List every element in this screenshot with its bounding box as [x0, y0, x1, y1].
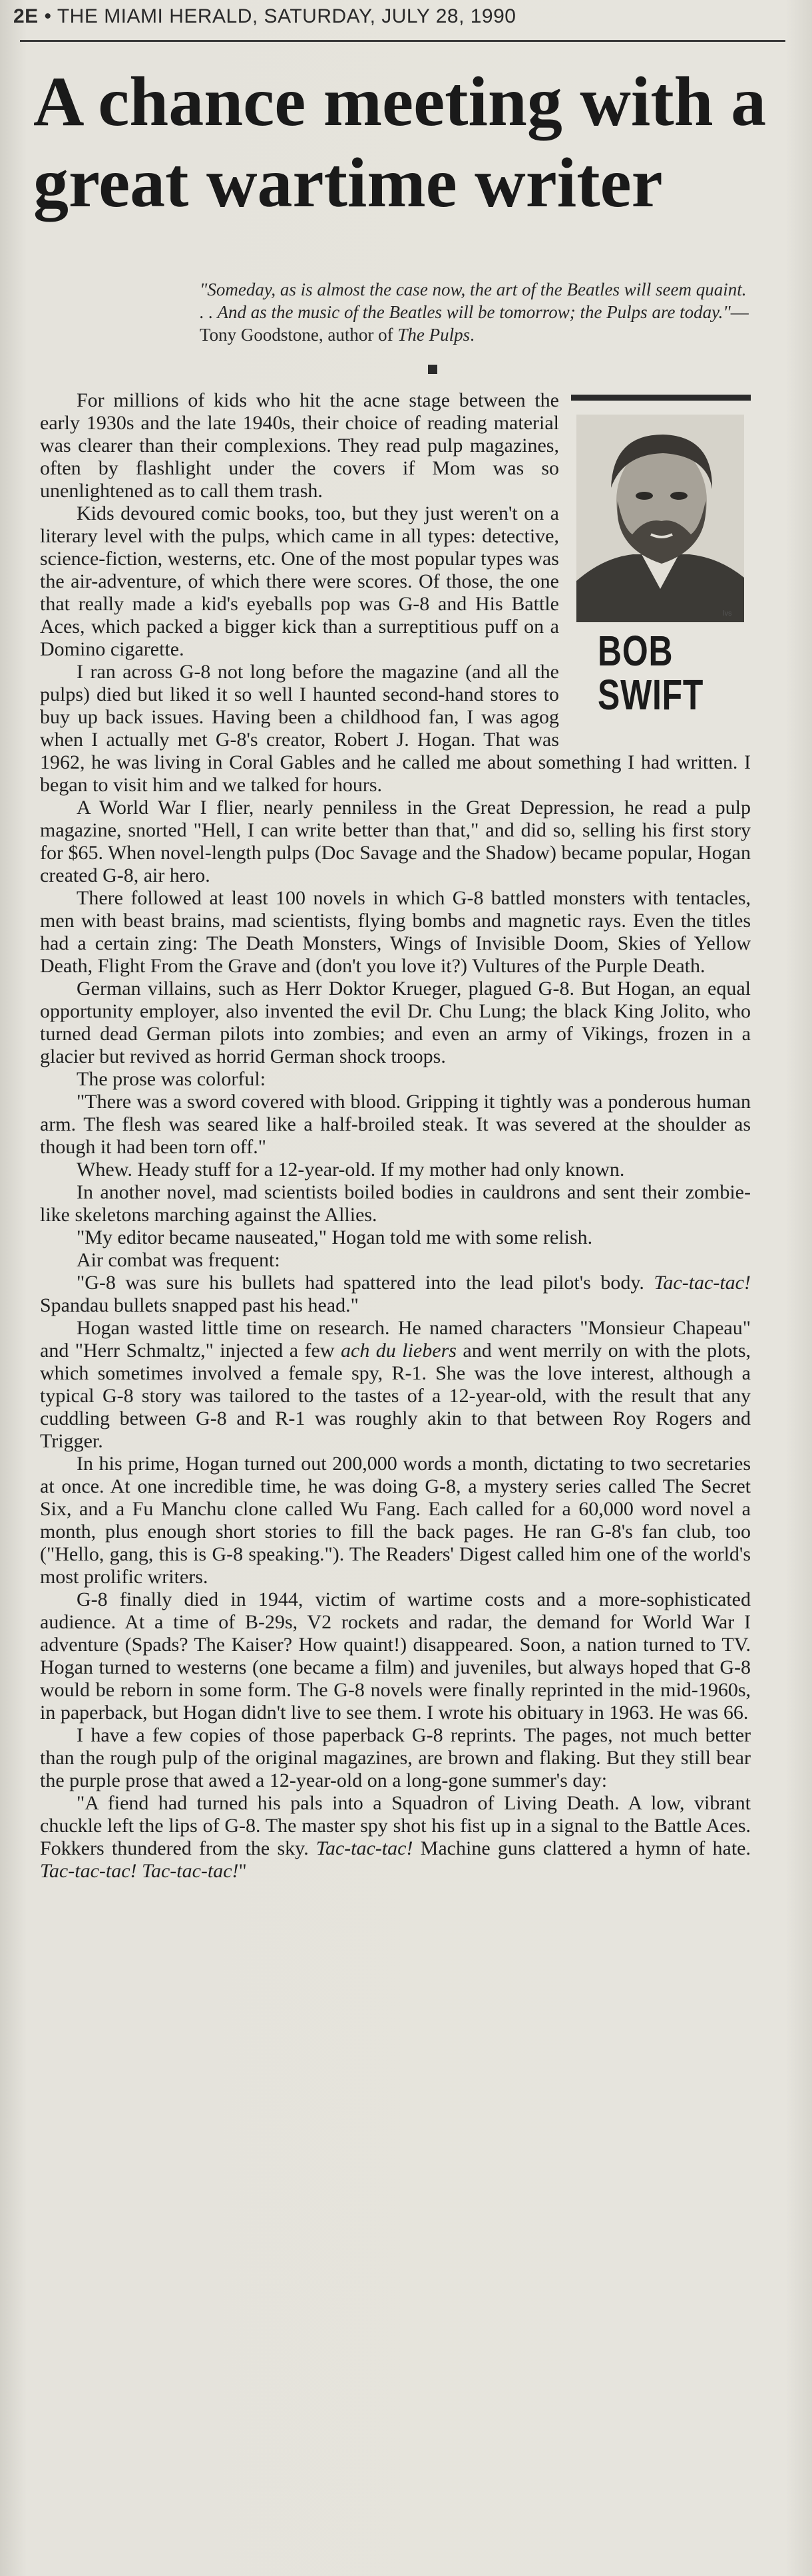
- top-rule: [20, 40, 785, 42]
- book-title: The Pulps: [397, 325, 471, 345]
- page-dateline: [13, 5, 516, 28]
- paragraph: The prose was colorful:: [77, 1068, 266, 1090]
- section-bullet: [428, 365, 437, 374]
- photo-rule: [571, 395, 751, 401]
- block-quote: "There was a sword covered with blood. Gripping it tightly was a ponderous human arm. The flesh was seared like a half-broiled steak. It was severed at the shoulder as though it had been torn off.": [40, 1091, 751, 1158]
- paragraph: A World War I flier, nearly penniless in the Great Depression, he read a pulp magazine, snorted "Hell, I can write better than that," and did so, selling his first story for $65. When novel-length pulps (Doc Savage and the Shadow) became popular, Hogan created G-8, air hero.: [40, 797, 751, 886]
- paragraph: G-8 finally died in 1944, victim of wartime costs and a more-sophisticated audience. At a time of B-29s, V2 rockets and radar, the demand for World War I adventure (Spads? The Kaiser? How quaint!) disappeared. Soon, a nation turned to TV. Hogan turned to westerns (one became a film) and juveniles, but always hoped that G-8 would be reborn in some form. The G-8 novels were finally reprinted in the mid-1960s, in paperback, but Hogan didn't live to see them. I wrote his obituary in 1963. He was 66.: [40, 1588, 751, 1724]
- sound-effect: Tac-tac-tac!: [315, 1837, 413, 1859]
- paragraph: German villains, such as Herr Doktor Krueger, plagued G-8. But Hogan, an equal opportunity employer, also invented the evil Dr. Chu Lung; the black King Jolito, who turned dead German pilots into zombies; and even an army of Vikings, frozen in a glacier but revived as horrid German shock troops.: [40, 978, 751, 1067]
- article-body: [40, 389, 751, 1883]
- columnist-photo-box: [571, 395, 751, 741]
- publication-date: THE MIAMI HERALD, SATURDAY, JULY 28, 1990: [57, 5, 516, 27]
- paragraph: For millions of kids who hit the acne stage between the early 1930s and the late 1940s, their choice of reading material was clearer than their complexions. They read pulp magazines, often by flashlight under the covers if Mom was so unenlightened as to call them trash.: [40, 389, 559, 502]
- paragraph: "My editor became nauseated," Hogan told me with some relish.: [77, 1226, 593, 1248]
- byline-first-name: BOB: [598, 627, 674, 675]
- german-phrase: ach du liebers: [341, 1340, 457, 1362]
- epigraph: [200, 278, 752, 346]
- block-quote: "G-8 was sure his bullets had spattered into the lead pilot's body. Tac-tac-tac! Spandau bullets snapped past his head.": [40, 1272, 751, 1316]
- paragraph: Kids devoured comic books, too, but they just weren't on a literary level with the pulps, which came in all types: detective, science-fiction, westerns, etc. One of the most popular types was the air-adventure, of which there were scores. Of those, the one that really made a kid's eyeballs pop was G-8 and His Battle Aces, which packed a bigger kick than a surreptitious puff on a Domino cigarette.: [40, 502, 559, 660]
- paragraph: In another novel, mad scientists boiled bodies in cauldrons and sent their zombie-like skeletons marching against the Allies.: [40, 1181, 751, 1226]
- paragraph: I have a few copies of those paperback G-8 reprints. The pages, not much better than the rough pulp of the original magazines, are brown and flaking. But they still bear the purple prose that awed a 12-year-old on a long-gone summer's day:: [40, 1724, 751, 1791]
- byline-last-name: SWIFT: [598, 671, 704, 719]
- block-quote: "A fiend had turned his pals into a Squadron of Living Death. A low, vibrant chuckle left the lips of G-8. The master spy shot his fist up in a signal to the Battle Aces. Fokkers thundered from the sky. Tac-tac-tac! Machine guns clattered a hymn of hate. Tac-tac-tac! Tac-tac-tac!": [40, 1792, 751, 1882]
- dateline-separator: •: [44, 5, 52, 27]
- paragraph: Air combat was frequent:: [77, 1249, 280, 1271]
- paragraph: I ran across G-8 not long before the magazine (and all the pulps) died but liked it so well I haunted second-hand stores to buy up back issues. Having been a childhood fan, I was agog when I actually met G-8's creator, Robert J. Hogan. That was 1962, he was living in Coral Gables and he called me about something I had written. I began to visit him and we talked for hours.: [40, 661, 751, 796]
- headline: A chance meeting with a great wartime writer: [33, 63, 767, 222]
- photo-credit: lvs: [723, 610, 732, 618]
- paragraph: In his prime, Hogan turned out 200,000 words a month, dictating to two secretaries at once. At one incredible time, he was doing G-8, a mystery series called The Secret Six, and a Fu Manchu clone called Wu Fang. Each called for a 60,000 word novel a month, plus enough short stories to fill the back pages. He ran G-8's fan club, too ("Hello, gang, this is G-8 speaking."). The Readers' Digest called him one of the world's most prolific writers.: [40, 1453, 751, 1588]
- columnist-byline: [598, 629, 702, 717]
- sound-effect: Tac-tac-tac! Tac-tac-tac!: [40, 1860, 239, 1882]
- columnist-photo: [576, 415, 744, 622]
- epigraph-quote: "Someday, as is almost the case now, the art of the Beatles will seem quaint. . . And as the music of the Beatles will be tomorrow; the Pulps are today.": [200, 279, 747, 322]
- columnist-portrait: [576, 415, 744, 622]
- paragraph: Whew. Heady stuff for a 12-year-old. If my mother had only known.: [77, 1159, 625, 1181]
- paragraph: There followed at least 100 novels in which G-8 battled monsters with tentacles, men with beast brains, mad scientists, flying bombs and magnetic rays. Even the titles had a certain zing: The Death Monsters, Wings of Invisible Doom, Skies of Yellow Death, Flight From the Grave and (don't you love it?) Vultures of the Purple Death.: [40, 887, 751, 977]
- sound-effect: Tac-tac-tac!: [654, 1272, 751, 1294]
- paragraph: Hogan wasted little time on research. He named characters "Monsieur Chapeau" and "Herr Schmaltz," injected a few ach du liebers and went merrily on with the plots, which sometimes involved a female spy, R-1. She was the love interest, although a typical G-8 story was tailored to the tastes of a 12-year-old, with the result that any cuddling between G-8 and R-1 was roughly akin to that between Roy Rogers and Trigger.: [40, 1317, 751, 1452]
- page-number: 2E: [13, 5, 39, 27]
- epigraph-attribution: — Tony Goodstone, author of The Pulps.: [200, 302, 749, 345]
